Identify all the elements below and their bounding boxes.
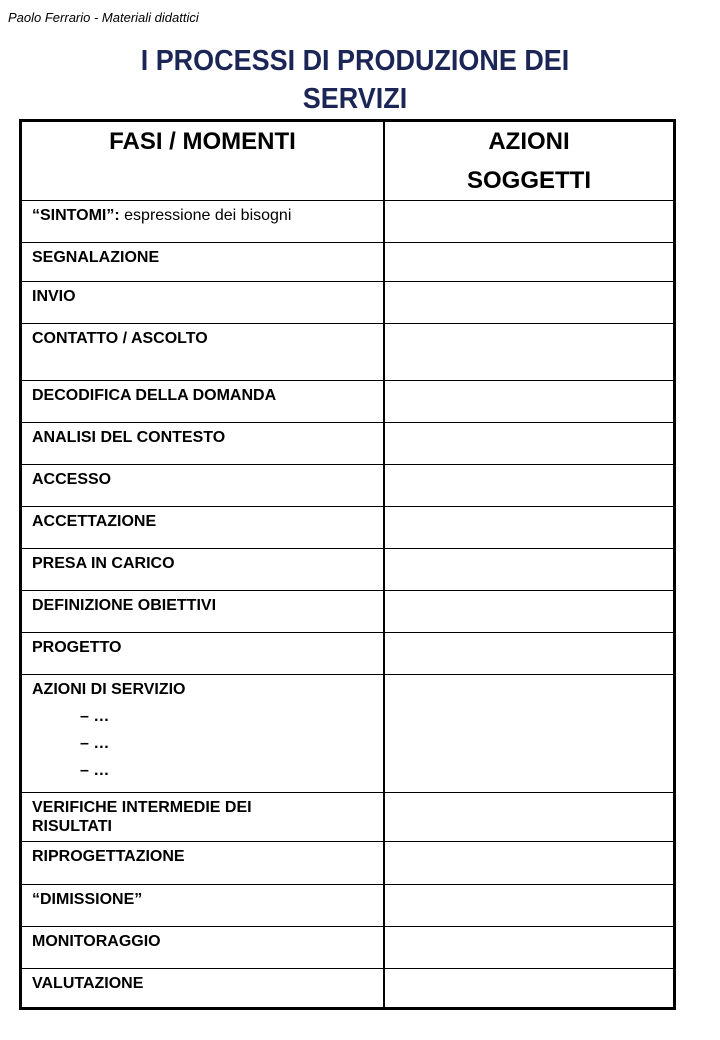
row-label: VERIFICHE INTERMEDIE DEI RISULTATI: [32, 799, 252, 835]
empty-cell: [384, 465, 675, 507]
row-label: VALUTAZIONE: [32, 975, 144, 992]
table-row: [21, 927, 675, 969]
table-row: [21, 793, 675, 842]
header-azioni: AZIONI SOGGETTI: [384, 121, 675, 201]
title-line-2: SERVIZI: [302, 83, 408, 115]
row-label: “SINTOMI”: espressione dei bisogni: [32, 207, 292, 224]
row-label: SEGNALAZIONE: [32, 249, 160, 266]
header-row: [21, 121, 675, 201]
table-row: [21, 201, 675, 243]
table-row: [21, 842, 675, 885]
empty-cell: [384, 675, 675, 793]
process-table: [19, 119, 676, 1010]
empty-cell: [384, 282, 675, 324]
row-label: RIPROGETTAZIONE: [32, 848, 185, 865]
header-fasi: FASI / MOMENTI: [21, 121, 385, 201]
author-header: Paolo Ferrario - Materiali didattici: [8, 10, 199, 25]
empty-cell: [384, 591, 675, 633]
table-row: [21, 324, 675, 381]
table-row: [21, 465, 675, 507]
sub-item-list: [22, 699, 383, 784]
table-row: [21, 549, 675, 591]
empty-cell: [384, 243, 675, 282]
table-row: [21, 243, 675, 282]
empty-cell: [384, 927, 675, 969]
empty-cell: [384, 324, 675, 381]
row-label: DECODIFICA DELLA DOMANDA: [32, 387, 277, 404]
table-row: [21, 507, 675, 549]
table-row: [21, 591, 675, 633]
empty-cell: [384, 507, 675, 549]
empty-cell: [384, 549, 675, 591]
table-row: [21, 423, 675, 465]
table-row: [21, 885, 675, 927]
row-label: AZIONI DI SERVIZIO: [32, 681, 186, 698]
title-line-1: I PROCESSI DI PRODUZIONE DEI: [140, 45, 570, 77]
empty-cell: [384, 633, 675, 675]
row-label: ANALISI DEL CONTESTO: [32, 429, 226, 446]
sub-item: – …: [80, 762, 110, 779]
row-label: ACCETTAZIONE: [32, 513, 157, 530]
empty-cell: [384, 793, 675, 842]
empty-cell: [384, 201, 675, 243]
row-label: MONITORAGGIO: [32, 933, 161, 950]
sub-item: – …: [80, 708, 110, 725]
table-row: [21, 675, 675, 793]
row-label: “DIMISSIONE”: [32, 891, 143, 908]
row-label: PROGETTO: [32, 639, 122, 656]
row-label: ACCESSO: [32, 471, 112, 488]
empty-cell: [384, 381, 675, 423]
table-row: [21, 633, 675, 675]
row-label: PRESA IN CARICO: [32, 555, 175, 572]
table-row: [21, 282, 675, 324]
empty-cell: [384, 842, 675, 885]
empty-cell: [384, 423, 675, 465]
row-label: INVIO: [32, 288, 76, 305]
row-label: DEFINIZIONE OBIETTIVI: [32, 597, 217, 614]
row-label: CONTATTO / ASCOLTO: [32, 330, 208, 347]
empty-cell: [384, 969, 675, 1009]
sub-item: – …: [80, 735, 110, 752]
empty-cell: [384, 885, 675, 927]
table-row: [21, 969, 675, 1009]
page-title: [25, 42, 685, 118]
table-row: [21, 381, 675, 423]
